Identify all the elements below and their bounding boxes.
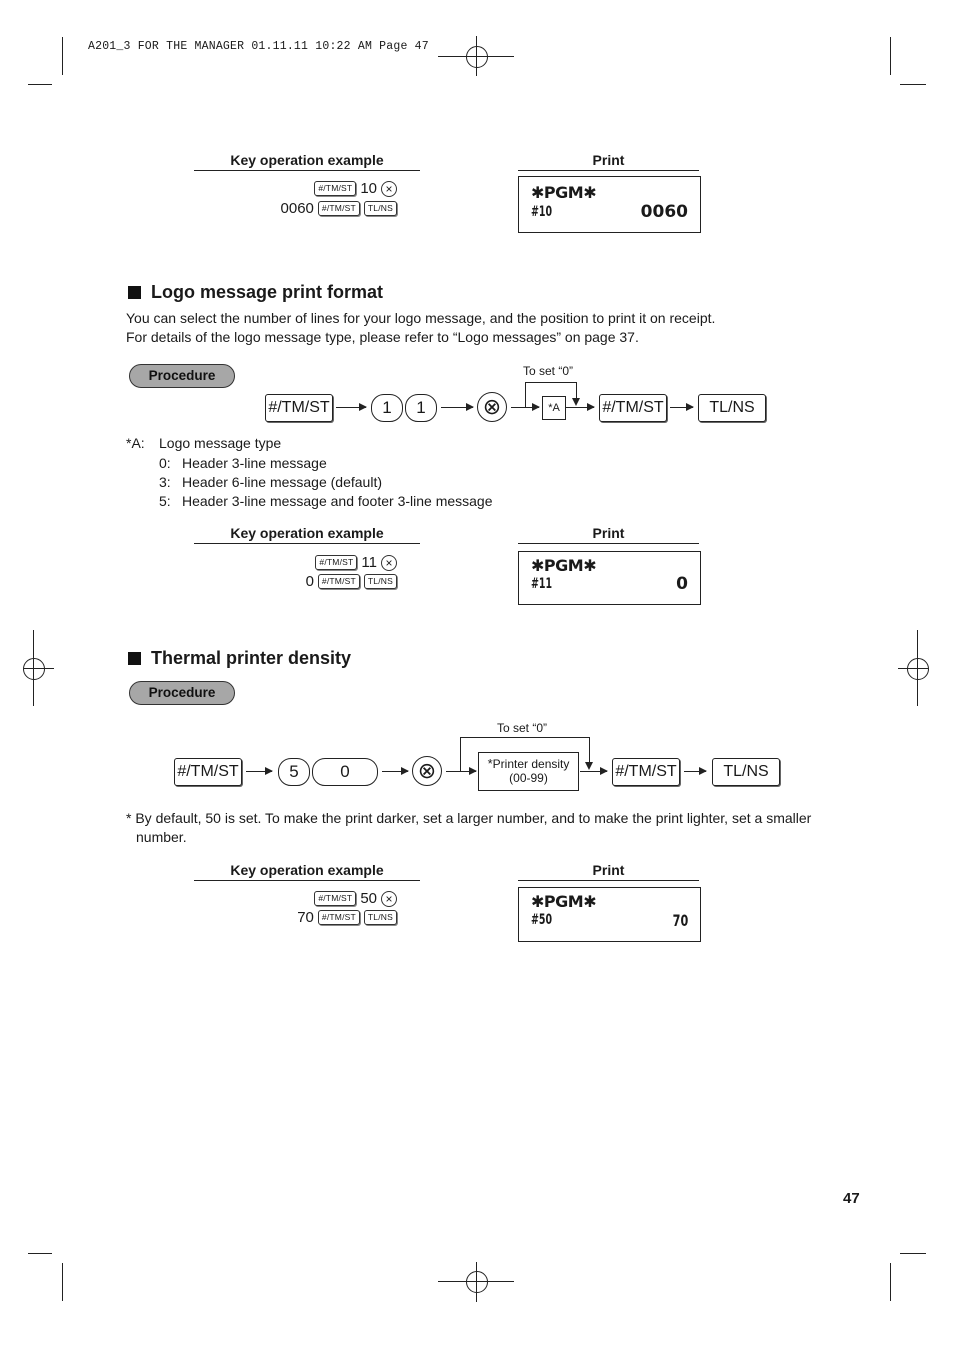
tm-st-key: #/TM/ST xyxy=(174,758,242,786)
receipt-value: 0 xyxy=(676,574,688,594)
flow-arrow xyxy=(580,771,607,772)
option-text: Header 6-line message (default) xyxy=(182,474,382,490)
flow-arrow xyxy=(246,771,272,772)
key-sequence-line-1 xyxy=(194,890,397,907)
receipt-title: ✱PGM✱ xyxy=(531,183,597,202)
section-title-density: Thermal printer density xyxy=(128,648,351,669)
digit-key: 1 xyxy=(371,394,403,422)
logo-paragraph-1: You can select the number of lines for your logo message, and the position to print it on receipt. xyxy=(126,310,716,326)
digit-key: 0 xyxy=(312,758,378,786)
receipt-print-sample xyxy=(518,887,701,942)
multiply-key-icon: ⊗ xyxy=(477,392,507,422)
tm-st-key: #/TM/ST xyxy=(315,555,357,570)
receipt-value: 70 xyxy=(672,911,688,930)
bullet-square-icon xyxy=(128,652,141,665)
tm-st-key: #/TM/ST xyxy=(318,574,360,589)
flow-arrow xyxy=(684,771,706,772)
flow-arrow xyxy=(382,771,408,772)
tm-st-key: #/TM/ST xyxy=(599,394,667,422)
entry-value: 10 xyxy=(360,180,377,197)
to-set-zero-label: To set “0” xyxy=(497,721,548,735)
option-code: 5: xyxy=(159,493,171,509)
print-heading: Print xyxy=(518,152,699,171)
to-set-zero-label: To set “0” xyxy=(523,364,574,378)
flow-arrow xyxy=(336,407,366,408)
tl-ns-key: TL/NS xyxy=(698,394,766,422)
tm-st-key: #/TM/ST xyxy=(612,758,680,786)
entry-value: 70 xyxy=(297,909,314,926)
entry-value: 11 xyxy=(361,554,377,571)
flow-arrow xyxy=(446,771,476,772)
tl-ns-key: TL/NS xyxy=(712,758,780,786)
key-sequence-line-1 xyxy=(194,554,397,571)
option-code: 0: xyxy=(159,455,171,471)
logo-type-box: *A xyxy=(542,396,566,420)
key-sequence-line-1 xyxy=(194,180,397,197)
print-header: A201_3 FOR THE MANAGER 01.11.11 10:22 AM Page 47 xyxy=(88,40,429,53)
receipt-title: ✱PGM✱ xyxy=(531,892,597,911)
page-number: 47 xyxy=(843,1190,860,1207)
tl-ns-key: TL/NS xyxy=(364,910,397,925)
tm-st-key: #/TM/ST xyxy=(318,910,360,925)
procedure-badge: Procedure xyxy=(129,364,235,388)
print-heading: Print xyxy=(518,862,699,881)
entry-value: 50 xyxy=(360,890,377,907)
digit-key: 1 xyxy=(405,394,437,422)
key-sequence-line-2 xyxy=(194,200,397,217)
key-operation-heading: Key operation example xyxy=(194,152,420,171)
printer-density-label: Printer density xyxy=(492,757,570,771)
flow-arrow xyxy=(670,407,693,408)
multiply-key-icon: × xyxy=(381,891,397,907)
receipt-print-sample xyxy=(518,176,701,233)
tm-st-key: #/TM/ST xyxy=(318,201,360,216)
flow-arrow xyxy=(511,407,539,408)
key-sequence-line-2 xyxy=(194,573,397,590)
receipt-title: ✱PGM✱ xyxy=(531,556,597,575)
tm-st-key: #/TM/ST xyxy=(265,394,333,422)
multiply-key-icon: × xyxy=(381,555,397,571)
section-title-logo: Logo message print format xyxy=(128,282,383,303)
bullet-square-icon xyxy=(128,286,141,299)
logo-paragraph-2: For details of the logo message type, please refer to “Logo messages” on page 37. xyxy=(126,329,639,345)
receipt-value: 0060 xyxy=(640,202,688,222)
key-operation-heading: Key operation example xyxy=(194,862,420,881)
flow-arrow xyxy=(566,407,594,408)
print-heading: Print xyxy=(518,525,699,544)
option-text: Header 3-line message and footer 3-line message xyxy=(182,493,493,509)
printer-density-range: (00-99) xyxy=(509,771,548,785)
flow-arrow xyxy=(441,407,473,408)
key-operation-heading: Key operation example xyxy=(194,525,420,544)
tl-ns-key: TL/NS xyxy=(364,201,397,216)
tl-ns-key: TL/NS xyxy=(364,574,397,589)
tm-st-key: #/TM/ST xyxy=(314,181,356,196)
density-note-line-2: number. xyxy=(136,829,187,845)
procedure-badge: Procedure xyxy=(129,681,235,705)
multiply-key-icon: ⊗ xyxy=(412,756,442,786)
receipt-code: #11 xyxy=(531,576,553,592)
multiply-key-icon: × xyxy=(381,181,397,197)
note-label: *A: xyxy=(126,435,145,451)
printer-density-box: *Printer density (00-99) xyxy=(478,752,579,791)
digit-key: 5 xyxy=(278,758,310,786)
receipt-print-sample xyxy=(518,551,701,605)
receipt-code: #10 xyxy=(531,204,553,220)
receipt-code: #50 xyxy=(531,912,553,928)
tm-st-key: #/TM/ST xyxy=(314,891,356,906)
note-title: Logo message type xyxy=(159,435,282,451)
key-sequence-line-2 xyxy=(194,909,397,926)
entry-value: 0060 xyxy=(280,200,314,217)
option-code: 3: xyxy=(159,474,171,490)
density-note-line-1: * By default, 50 is set. To make the print darker, set a larger number, and to make the print lighter, set a smaller xyxy=(126,810,812,826)
option-text: Header 3-line message xyxy=(182,455,327,471)
entry-value: 0 xyxy=(305,573,314,590)
